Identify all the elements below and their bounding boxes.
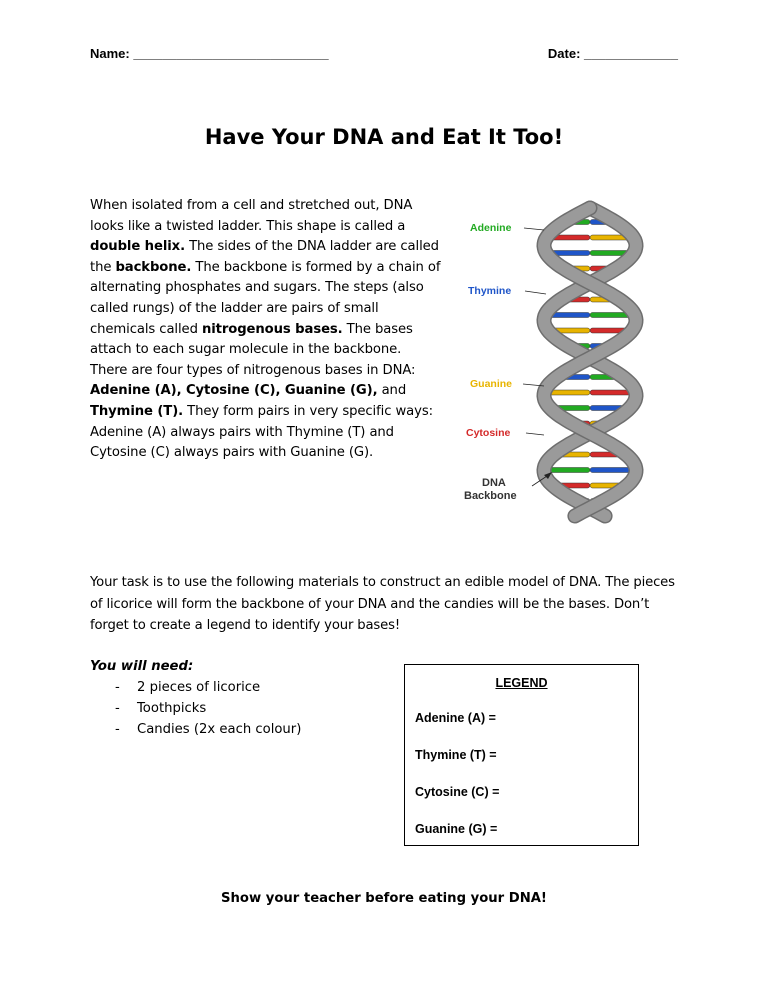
label-pointer-lines [523, 228, 552, 486]
materials-heading: You will need: [90, 659, 194, 674]
thymine-pointer [525, 291, 546, 294]
adenine-pointer [524, 228, 544, 230]
list-item: - 2 pieces of licorice [90, 677, 390, 698]
intro-text: The sides of the DNA ladder are called the [90, 239, 439, 275]
intro-text: The bases attach to each sugar molecule in the backbone. There are four types of nitrogenous bases in DNA: [90, 321, 416, 378]
intro-paragraph [90, 196, 442, 464]
page-title: Have Your DNA and Eat It Too! [204, 125, 564, 149]
materials-list [90, 656, 390, 740]
header [90, 46, 678, 66]
term-backbone: backbone. [115, 259, 192, 275]
term-nitrogenous-bases: nitrogenous bases. [201, 321, 343, 337]
dna-double-helix-diagram [460, 186, 660, 536]
name-field: Name: ___________________________ [90, 46, 329, 61]
legend-row-adenine: Adenine (A) = [415, 711, 496, 725]
dna-backbone-label-line2: Backbone [464, 490, 517, 502]
footer-reminder: Show your teacher before eating your DNA! [221, 891, 547, 906]
legend-row-thymine: Thymine (T) = [415, 748, 497, 762]
cytosine-pointer [526, 433, 544, 435]
legend-title: LEGEND [495, 676, 548, 690]
legend-box [404, 664, 639, 846]
adenine-label: Adenine [470, 222, 512, 234]
task-instructions: Your task is to use the following materials to construct an edible model of DNA. The pieces of licorice will form the backbone of your DNA and the candies will be the bases. Don’t forget to create a legend to identify your bases! [90, 575, 675, 633]
term-base-list: Adenine (A), Cytosine (C), Guanine (G), [90, 383, 378, 399]
intro-text: They form pairs in very specific ways: Adenine (A) always pairs with Thymine (T) and Cytosine (C) always pairs with Guanine (G). [90, 403, 433, 461]
date-field: Date: _____________ [547, 46, 678, 61]
legend-row-guanine: Guanine (G) = [415, 822, 498, 836]
term-thymine: Thymine (T). [90, 403, 184, 419]
term-double-helix: double helix. [90, 239, 185, 255]
legend-row-cytosine: Cytosine (C) = [415, 785, 500, 799]
list-item: - Candies (2x each colour) [90, 719, 390, 740]
intro-text: When isolated from a cell and stretched out, DNA looks like a twisted ladder. This shape is called a [90, 198, 413, 234]
dna-backbone-label-line1: DNA [482, 477, 506, 489]
intro-text: The backbone is formed by a chain of alternating phosphates and sugars. The steps (also called rungs) of the ladder are pairs of small chemicals called [90, 259, 441, 337]
cytosine-label: Cytosine [466, 427, 511, 439]
materials-items [90, 677, 390, 740]
thymine-label: Thymine [468, 285, 512, 297]
intro-text: and [377, 383, 407, 399]
guanine-label: Guanine [470, 378, 513, 390]
list-item: - Toothpicks [90, 698, 390, 719]
